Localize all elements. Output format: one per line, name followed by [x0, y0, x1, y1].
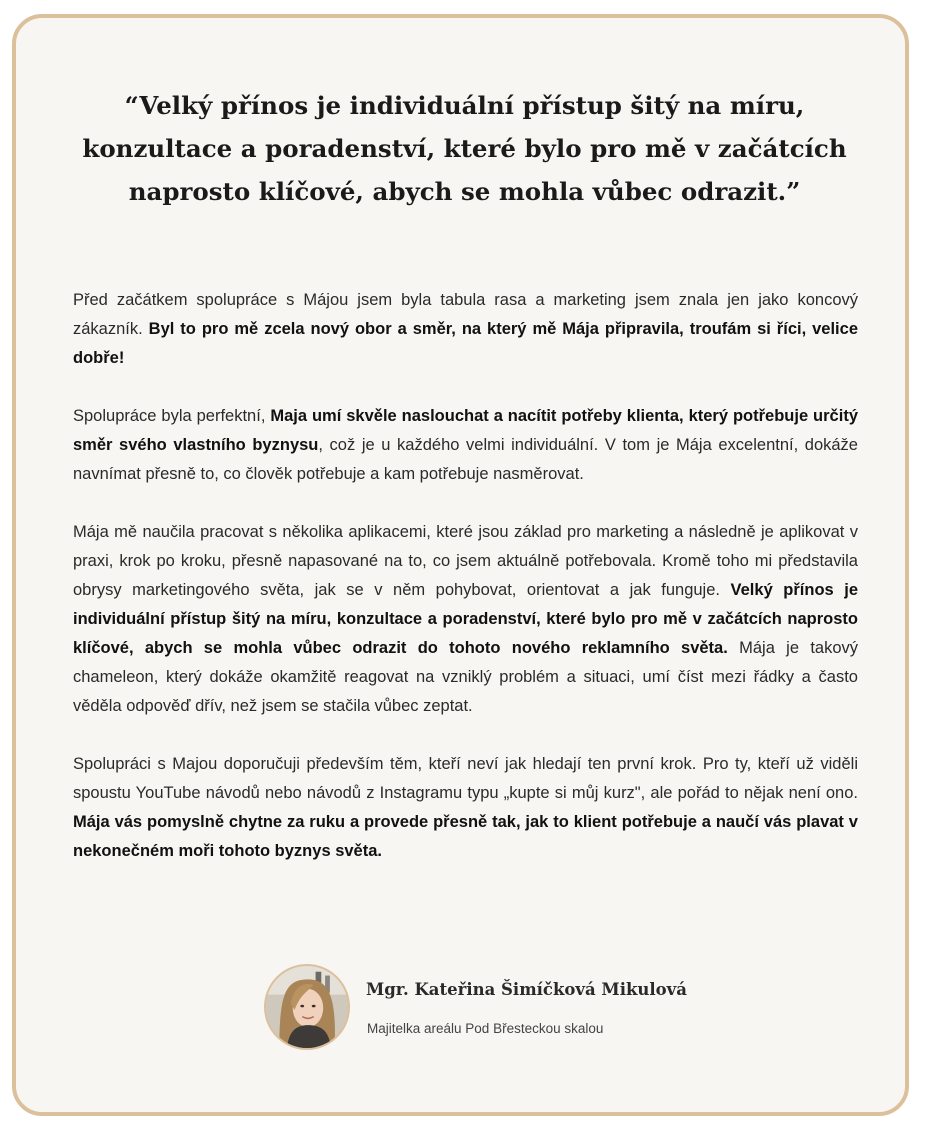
paragraph-highlight: Maja umí skvěle naslouchat a nacítit potřeby klienta, který potřebuje určitý směr svého vlastního byznysu	[73, 407, 858, 454]
quote-line: konzultace a poradenství, které bylo pro mě v začátcích	[82, 134, 847, 163]
paragraph-text: Spolupráci s Majou doporučuji především těm, kteří neví jak hledají ten první krok. Pro ty, kteří už viděli spoustu YouTube návodů nebo návodů z Instagramu typu „kupte si můj kurz", ale pořád to nějak není ono.	[73, 755, 858, 802]
quote-line: “Velký přínos je individuální přístup šitý na míru,	[124, 91, 805, 120]
paragraph-3	[73, 518, 858, 721]
paragraph-2	[73, 402, 858, 489]
paragraph-text: Mája mě naučila pracovat s několika aplikacemi, které jsou základ pro marketing a následně je aplikovat v praxi, krok po kroku, přesně napasované na to, co jsem aktuálně potřebovala. Kromě toho mi představila obrysy marketingového světa, jak se v něm pohybovat, orientovat a jak funguje.	[73, 523, 858, 599]
paragraph-text: Spolupráce byla perfektní,	[73, 407, 271, 425]
quote-line: naprosto klíčové, abych se mohla vůbec odrazit.”	[128, 177, 801, 206]
paragraph-highlight: Byl to pro mě zcela nový obor a směr, na který mě Mája připravila, troufám si říci, velice dobře!	[73, 320, 858, 367]
person-photo-icon	[266, 966, 348, 1048]
paragraph-text: Před začátkem spolupráce s Májou jsem byla tabula rasa a marketing jsem znala jen jako koncový zákazník.	[73, 291, 858, 338]
paragraph-text: , což je u každého velmi individuální. V tom je Mája excelentní, dokáže navnímat přesně to, co člověk potřebuje a kam potřebuje nasměrovat.	[73, 436, 858, 483]
paragraph-highlight: Velký přínos je individuální přístup šitý na míru, konzultace a poradenství, které bylo pro mě v začátcích naprosto klíčové, abych se mohla vůbec odrazit do tohoto nového reklamního světa.	[73, 581, 858, 657]
paragraph-1	[73, 286, 858, 373]
author-role: Majitelka areálu Pod Břesteckou skalou	[367, 1021, 604, 1036]
paragraph-4	[73, 750, 858, 866]
paragraph-highlight: Mája vás pomyslně chytne za ruku a provede přesně tak, jak to klient potřebuje a naučí vás plavat v nekonečném moři tohoto byznys světa.	[73, 813, 858, 860]
avatar	[264, 964, 350, 1050]
paragraph-text: Mája je takový chameleon, který dokáže okamžitě reagovat na vzniklý problém a situaci, umí číst mezi řádky a často věděla odpověď dřív, než jsem se stačila vůbec zeptat.	[73, 639, 859, 715]
testimonial-card	[12, 14, 909, 1116]
author-name: Mgr. Kateřina Šimíčková Mikulová	[366, 980, 687, 999]
author-block	[264, 964, 744, 1054]
testimonial-quote	[76, 84, 853, 213]
testimonial-body	[73, 286, 858, 895]
